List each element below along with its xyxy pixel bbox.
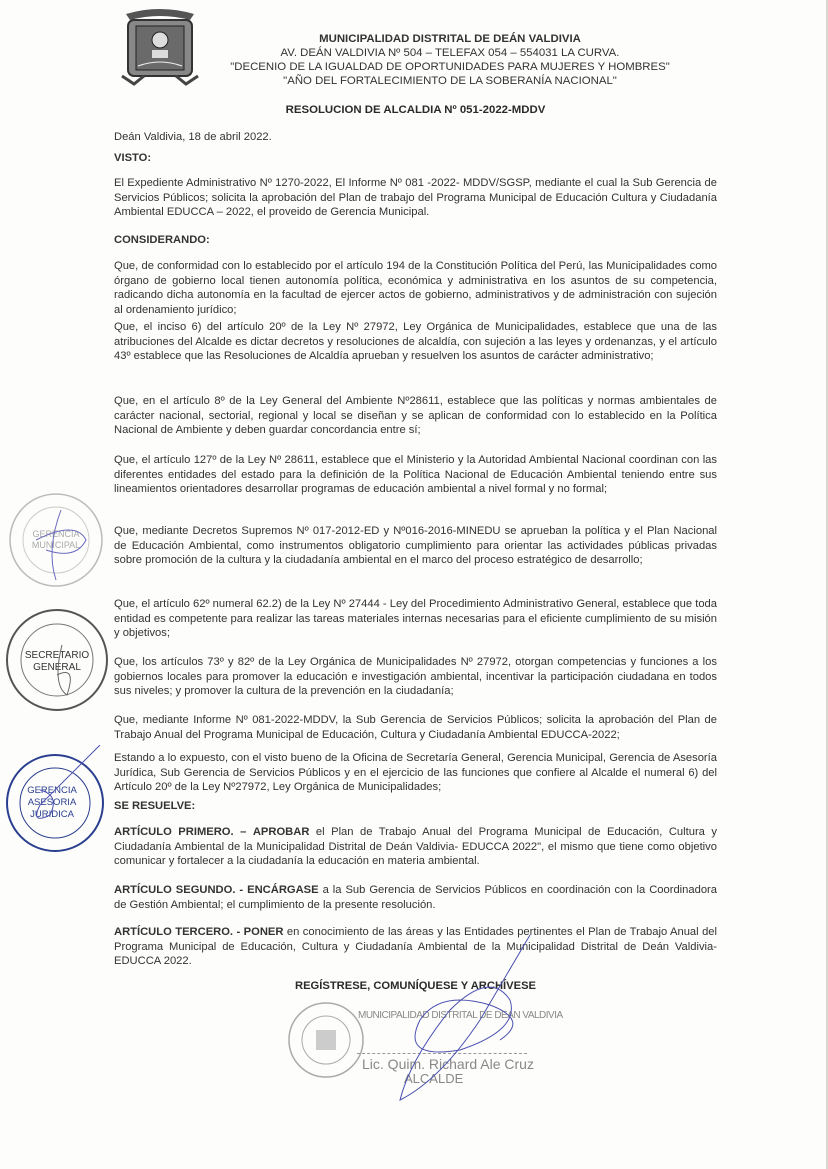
stamp-text: MUNICIPAL [31,540,81,550]
stamp-secretario-general [2,605,112,715]
stamp-asesoria-juridica [0,745,115,855]
considerando-paragraph: Estando a lo expuesto, con el visto bueno de la Oficina de Secretaría General, Gerencia Municipal, Gerencia de Asesoría Jurídica, Sub Gerencia de Servicios Públicos y en el ejercicio de las funciones que confiere al Alcalde el numeral 6) del Artículo 20º de la Ley Nº27972, Ley Orgánica de Municipalidades; [114,752,717,794]
se-resuelve-heading: SE RESUELVE: [114,800,196,812]
municipal-crest-logo [118,6,202,88]
article-first [114,825,717,869]
stamp-text: GERENCIA [32,529,80,539]
article-verb: APROBAR [252,826,310,838]
signatory-name: Lic. Quim. Richard Ale Cruz [362,1056,534,1072]
article-second [114,883,717,912]
handwritten-signature [340,930,540,1110]
article-text: a la Sub Gerencia de Servicios Públicos en coordinación con la Coordinadora de Gestión Ambiental; el cumplimiento de la presente resolución. [114,884,718,911]
date: Deán Valdivia, 18 de abril 2022. [114,131,272,143]
institution-address: AV. DEÁN VALDIVIA Nº 504 – TELEFAX 054 – 554031 LA CURVA. [280,47,620,59]
visto-text: El Expediente Administrativo Nº 1270-2022, El Informe Nº 081 -2022- MDDV/SGSP, mediante el cual la Sub Gerencia de Servicios Públicos; solicita la aprobación del Plan de trabajo del Programa Municipal de Educación Cultura y Ciudadanía Ambiental EDUCCA – 2022, el proveido de Gerencia Municipal. [114,177,717,219]
stamp-text: ASESORIA [27,797,77,808]
considerando-paragraph: Que, los artículos 73º y 82º de la Ley Orgánica de Municipalidades Nº 27972, otorgan competencias y funciones a los gobiernos locales para promover la educación e investigación ambiental, incentivar la participación ciudadana en todos sus niveles; y promover la cultura de la prevención en la ciudadanía; [114,656,717,698]
stamp-text: GERENCIA [27,785,77,796]
motto-decade: "DECENIO DE LA IGUALDAD DE OPORTUNIDADES PARA MUJERES Y HOMBRES" [230,61,670,73]
article-verb: ENCÁRGASE [247,884,319,896]
stamp-text: GENERAL [33,662,81,673]
closing-formula: REGÍSTRESE, COMUNÍQUESE Y ARCHÍVESE [295,980,536,992]
stamp-text: SECRETARIO [24,650,90,661]
stamp-gerencia-municipal [6,490,106,590]
article-label: ARTÍCULO SEGUNDO. - [114,884,244,896]
article-label: ARTÍCULO TERCERO. - [114,926,241,938]
signatory-role: ALCALDE [404,1071,464,1086]
considerando-paragraph: Que, el inciso 6) del artículo 20º de la Ley Nº 27972, Ley Orgánica de Municipalidades, establece que una de las atribuciones del Alcalde es dictar decretos y resoluciones de alcaldía, con sujeción a las leyes y ordenanzas, y el artículo 43º establece que las Resoluciones de Alcaldía aprueban y resuelven los asuntos de carácter administrativo; [114,321,717,363]
visto-heading: VISTO: [114,152,152,164]
motto-year: "AÑO DEL FORTALECIMIENTO DE LA SOBERANÍA NACIONAL" [283,75,617,87]
article-verb: PONER [243,926,284,938]
considerando-paragraph: Que, en el artículo 8º de la Ley General del Ambiente Nº28611, establece que las políticas y normas ambientales de carácter nacional, sectorial, regional y local se diseñan y se aplican de conformidad con lo establecido en la Política Nacional de Ambiente y deben guardar concordancia entre sí; [114,395,717,437]
stamp-text: JURIDICA [30,809,74,820]
article-text: en conocimiento de las áreas y las Entidades pertinentes el Plan de Trabajo Anual del Programa Municipal de Educación, Cultura y Ciudadanía Ambiental de la Municipalidad Distrital de Deán Valdivia- EDUCCA 2022. [114,926,717,968]
signature-institution: MUNICIPALIDAD DISTRITAL DE DEAN VALDIVIA [358,1010,563,1021]
considerando-paragraph: Que, el artículo 62º numeral 62.2) de la Ley Nº 27444 - Ley del Procedimiento Administrativo General, establece que toda entidad es competente para realizar las tareas materiales internas necesarias para el eficiente cumplimiento de su misión y objetivos; [114,598,717,640]
article-label: ARTÍCULO PRIMERO. – [114,826,247,838]
article-text: el Plan de Trabajo Anual del Programa Municipal de Educación, Cultura y Ciudadanía Ambiental de la Municipalidad Distrital de Deán Valdivia- EDUCCA 2022", el mismo que tiene como objetivo comunicar y fortalecer a la ciudadanía la educación en materia ambiental. [114,826,717,868]
considerando-heading: CONSIDERANDO: [114,234,210,246]
considerando-paragraph: Que, mediante Informe Nº 081-2022-MDDV, la Sub Gerencia de Servicios Públicos; solicita la aprobación del Plan de Trabajo Anual del Programa Municipal de Educación, Cultura y Ciudadanía Ambiental EDUCCA-2022; [114,714,717,741]
considerando-paragraph: Que, el artículo 127º de la Ley Nº 28611, establece que el Ministerio y la Autoridad Ambiental Nacional coordinan con las diferentes entidades del estado para la definición de la Política Nacional de Educación Ambiental teniendo entre sus lineamientos orientadores desarrollar programas de educación ambiental a nivel formal y no formal; [114,454,717,496]
considerando-paragraph: Que, de conformidad con lo establecido por el artículo 194 de la Constitución Política del Perú, las Municipalidades como órgano de gobierno local tienen autonomía política, económica y administrativa en los asuntos de su competencia, radicando dicha autonomía en la facultad de ejercer actos de gobierno, administrativos y de administración con sujeción al ordenamiento jurídico; [114,260,717,316]
resolution-title: RESOLUCION DE ALCALDIA Nº 051-2022-MDDV [285,104,546,116]
institution-name: MUNICIPALIDAD DISTRITAL DE DEÁN VALDIVIA [319,33,581,45]
considerando-paragraph: Que, mediante Decretos Supremos Nº 017-2012-ED y Nº016-2016-MINEDU se aprueban la política y el Plan Nacional de Educación Ambiental, como instrumentos obligatorio cumplimiento para orientar las actividades públicas privadas sobre promoción de la cultura y la ciudadanía ambiental en el marco del proceso estratégico de desarrollo; [114,525,717,567]
